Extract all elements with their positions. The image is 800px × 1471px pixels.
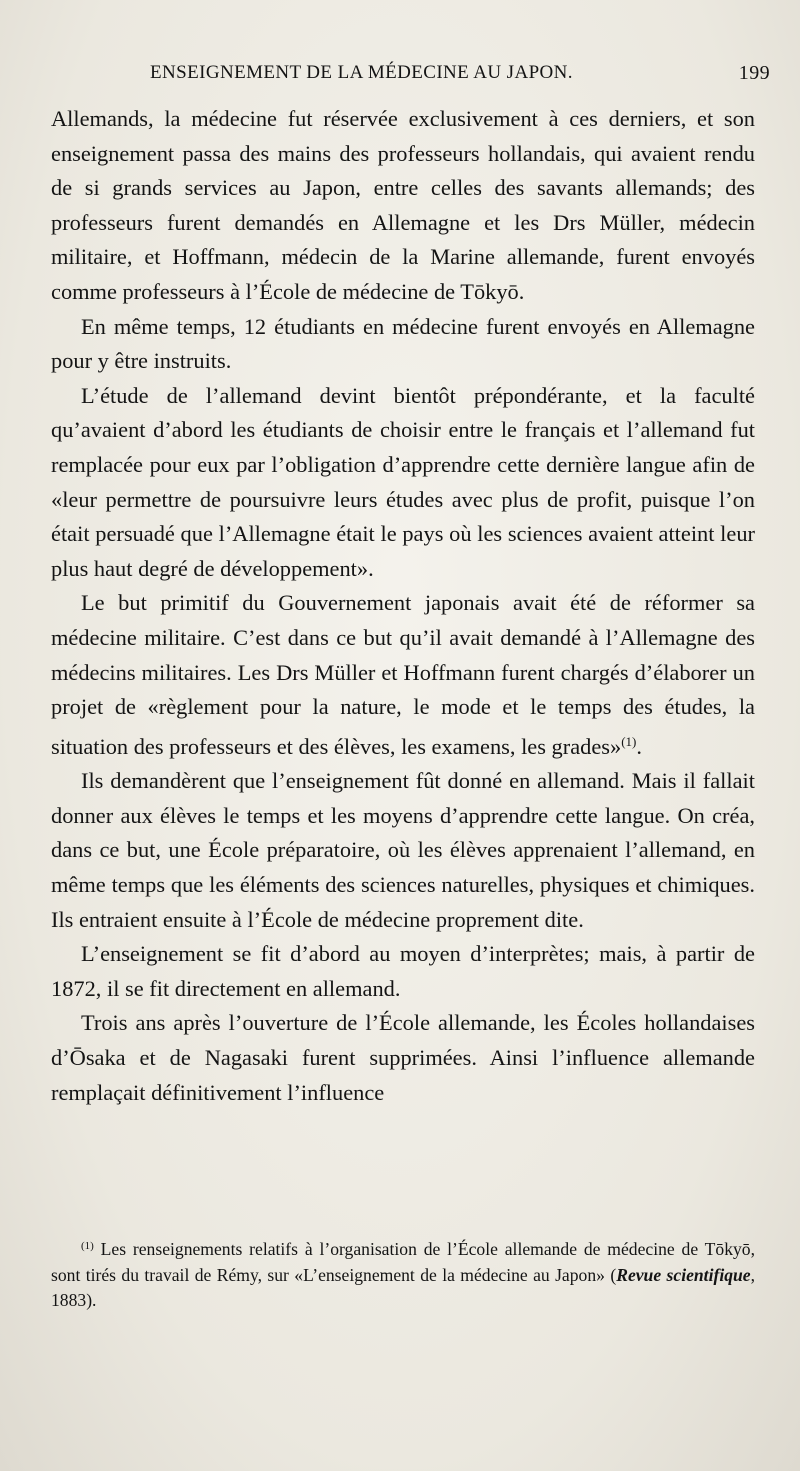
paragraph-1: Allemands, la médecine fut réservée exclusivement à ces derniers, et son enseignement passa des mains des professeurs hollandais, qui avaient rendu de si grands services au Japon, entre celles des savants allemands; des professeurs furent demandés en Allemagne et les Drs Müller, médecin militaire, et Hoffmann, médecin de la Marine allemande, furent envoyés comme professeurs à l’École de médecine de Tōkyō. [51,106,755,304]
footnote-journal: Revue scientifique [616,1264,751,1285]
footnote-year: , 1883). [51,1264,756,1310]
paragraph-2: En même temps, 12 étudiants en médecine furent envoyés en Allemagne pour y être instruits. [51,313,755,374]
paragraph-3: L’étude de l’allemand devint bientôt prépondérante, et la faculté qu’avaient d’abord les étudiants de choisir entre le français et l’allemand fut remplacée pour eux par l’obligation d’apprendre cette dernière langue afin de «leur permettre de poursuivre leurs études avec plus de profit, puisque l’on était persuadé que l’Allemagne était le pays où les sciences avaient atteint leur plus haut degré de développement». [51,382,755,581]
footnote-marker: (1) [81,1240,94,1252]
paragraph-7: Trois ans après l’ouverture de l’École allemande, les Écoles hollandaises d’Ōsaka et de Nagasaki furent supprimées. Ainsi l’influence allemande remplaçait définitivement l’influence [51,1010,755,1105]
paragraph-4-text: Le but primitif du Gouvernement japonais avait été de réformer sa médecine militaire. C’est dans ce but qu’il avait demandé à l’Allemagne des médecins militaires. Les Drs Müller et Hoffmann furent chargés d’élaborer un projet de «règlement pour la nature, le mode et le temps des études, la situation des professeurs et des élèves, les examens, les grades» [51,590,755,759]
running-header [150,62,770,96]
running-title: ENSEIGNEMENT DE LA MÉDECINE AU JAPON. [150,62,573,83]
body-text [51,102,755,1110]
footnote: $^{(1)}$ Les renseignements relatifs à l’organisation de l’École allemande de médecine de Tōkyō, sont tirés du travail de Rémy, sur «L’enseignement de la médecine au Japon» (Revue scientifique, 1883). [51,1239,756,1310]
footnote-reference: (1) [621,733,637,749]
footnote-text: Les renseignements relatifs à l’organisation de l’École allemande de médecine de Tōkyō, sont tirés du travail de Rémy, sur «L’enseignement de la médecine au Japon» [51,1239,755,1285]
paragraph-6: L’enseignement se fit d’abord au moyen d’interprètes; mais, à partir de 1872, il se fit directement en allemand. [51,941,755,1001]
paragraph-4: Le but primitif du Gouvernement japonais avait été de réformer sa médecine militaire. C’est dans ce but qu’il avait demandé à l’Allemagne des médecins militaires. Les Drs Müller et Hoffmann furent chargés d’élaborer un projet de «règlement pour la nature, le mode et le temps des études, la situation des professeurs et des élèves, les examens, les grades»$^{(1)}$. [51,590,755,759]
paragraph-5: Ils demandèrent que l’enseignement fût donné en allemand. Mais il fallait donner aux élèves le temps et les moyens d’apprendre cette langue. On créa, dans ce but, une École préparatoire, où les élèves apprenaient l’allemand, en même temps que les éléments des sciences naturelles, physiques et chimiques. Ils entraient ensuite à l’École de médecine proprement dite. [51,768,755,932]
page-number: 199 [738,62,770,84]
